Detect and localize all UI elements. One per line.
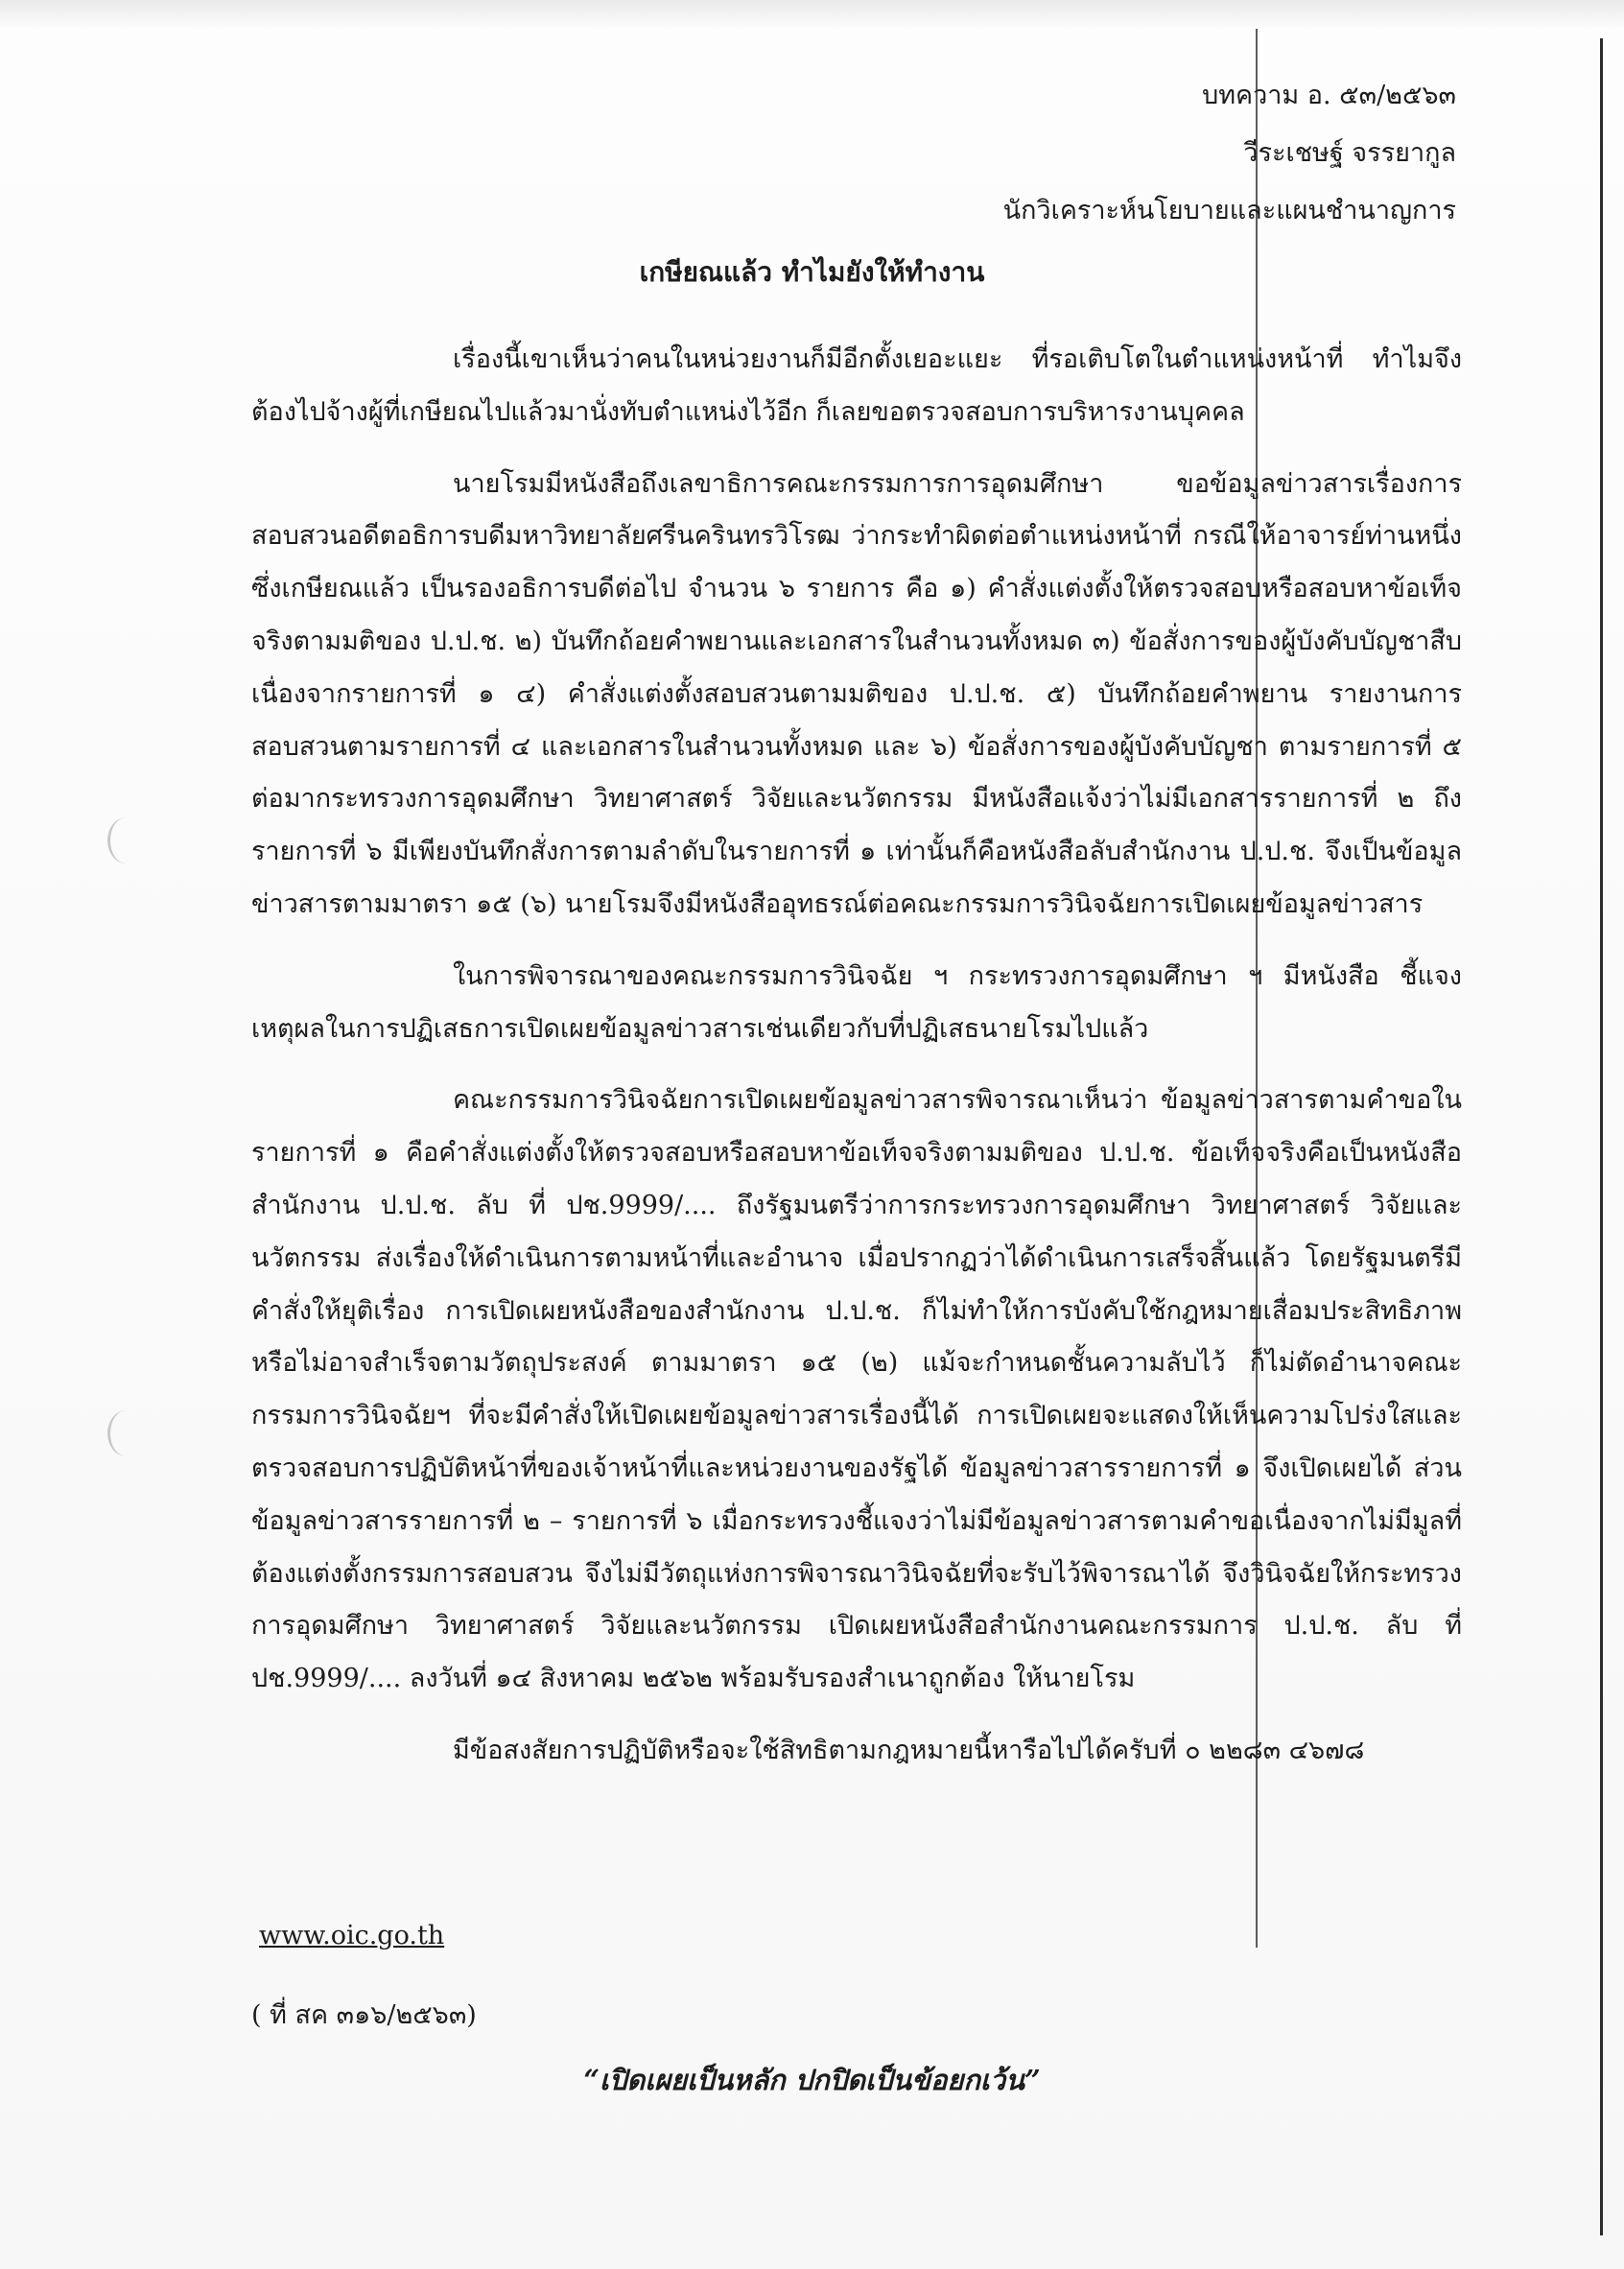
paragraph-contact: มีข้อสงสัยการปฏิบัติหรือจะใช้สิทธิตามกฎหมายนี้หารือไปได้ครับที่ ๐ ๒๒๘๓ ๔๖๗๘ [453,1735,1365,1765]
article-body [251,334,1462,1797]
paragraph-request: นายโรมมีหนังสือถึงเลขาธิการคณะกรรมการการอุดมศึกษา ขอข้อมูลข่าวสารเรื่องการสอบสวนอดีตอธิการบดีมหาวิทยาลัยศรีนครินทรวิโรฒ ว่ากระทำผิดต่อตำแหน่งหน้าที่ กรณีให้อาจารย์ท่านหนึ่งซึ่งเกษียณแล้ว เป็นรองอธิการบดีต่อไป จำนวน ๖ รายการ คือ ๑) คำสั่งแต่งตั้งให้ตรวจสอบหรือสอบหาข้อเท็จจริงตามมติของ ป.ป.ช. ๒) บันทึกถ้อยคำพยานและเอกสารในสำนวนทั้งหมด ๓) ข้อสั่งการของผู้บังคับบัญชาสืบเนื่องจากรายการที่ ๑ ๔) คำสั่งแต่งตั้งสอบสวนตามมติของ ป.ป.ช. ๕) บันทึกถ้อยคำพยาน รายงานการสอบสวนตามรายการที่ ๔ และเอกสารในสำนวนทั้งหมด และ ๖) ข้อสั่งการของผู้บังคับบัญชา ตามรายการที่ ๕ ต่อมากระทรวงการอุดมศึกษา วิทยาศาสตร์ วิจัยและนวัตกรรม มีหนังสือแจ้งว่าไม่มีเอกสารรายการที่ ๒ ถึงรายการที่ ๖ มีเพียงบันทึกสั่งการตามลำดับในรายการที่ ๑ เท่านั้นก็คือหนังสือลับสำนักงาน ป.ป.ช. จึงเป็นข้อมูลข่าวสารตามมาตรา ๑๕ (๖) นายโรมจึงมีหนังสืออุทธรณ์ต่อคณะกรรมการวินิจฉัยการเปิดเผยข้อมูลข่าวสาร [251,468,1462,919]
paragraph-decision: คณะกรรมการวินิจฉัยการเปิดเผยข้อมูลข่าวสารพิจารณาเห็นว่า ข้อมูลข่าวสารตามคำขอในรายการที่ ๑ คือคำสั่งแต่งตั้งให้ตรวจสอบหรือสอบหาข้อเท็จจริงตามมติของ ป.ป.ช. ข้อเท็จจริงคือเป็นหนังสือสำนักงาน ป.ป.ช. ลับ ที่ ปช.9999/.... ถึงรัฐมนตรีว่าการกระทรวงการอุดมศึกษา วิทยาศาสตร์ วิจัยและนวัตกรรม ส่งเรื่องให้ดำเนินการตามหน้าที่และอำนาจ เมื่อปรากฏว่าได้ดำเนินการเสร็จสิ้นแล้ว โดยรัฐมนตรีมีคำสั่งให้ยุติเรื่อง การเปิดเผยหนังสือของสำนักงาน ป.ป.ช. ก็ไม่ทำให้การบังคับใช้กฎหมายเสื่อมประสิทธิภาพหรือไม่อาจสำเร็จตามวัตถุประสงค์ ตามมาตรา ๑๕ (๒) แม้จะกำหนดชั้นความลับไว้ ก็ไม่ตัดอำนาจคณะกรรมการวินิจฉัยฯ ที่จะมีคำสั่งให้เปิดเผยข้อมูลข่าวสารเรื่องนี้ได้ การเปิดเผยจะแสดงให้เห็นความโปร่งใสและตรวจสอบการปฏิบัติหน้าที่ของเจ้าหน้าที่และหน่วยงานของรัฐได้ ข้อมูลข่าวสารรายการที่ ๑ จึงเปิดเผยได้ ส่วนข้อมูลข่าวสารรายการที่ ๒ – รายการที่ ๖ เมื่อกระทรวงชี้แจงว่าไม่มีข้อมูลข่าวสารตามคำขอเนื่องจากไม่มีมูลที่ต้องแต่งตั้งกรรมการสอบสวน จึงไม่มีวัตถุแห่งการพิจารณาวินิจฉัยที่จะรับไว้พิจารณาได้ จึงวินิจฉัยให้กระทรวงการอุดมศึกษา วิทยาศาสตร์ วิจัยและนวัตกรรม เปิดเผยหนังสือสำนักงานคณะกรรมการ ป.ป.ช. ลับ ที่ ปช.9999/.... ลงวันที่ ๑๔ สิงหาคม ๒๕๖๒ พร้อมรับรองสำเนาถูกต้อง ให้นายโรม [251,1085,1462,1694]
author-name: วีระเชษฐ์ จรรยากูล [1243,138,1456,168]
article-title: เกษียณแล้ว ทำไมยังให้ทำงาน [639,256,985,288]
document-number: บทความ อ. ๕๓/๒๕๖๓ [1202,81,1456,110]
punch-hole-bottom [107,1410,145,1456]
author-position: นักวิเคราะห์นโยบายและแผนชำนาญการ [1002,196,1456,225]
document-header [1003,67,1456,240]
paragraph-consideration: ในการพิจารณาของคณะกรรมการวินิจฉัย ฯ กระทรวงการอุดมศึกษา ฯ มีหนังสือ ชี้แจงเหตุผลในการปฏิเสธการเปิดเผยข้อมูลข่าวสารเช่นเดียวกับที่ปฏิเสธนายโรมไปแล้ว [251,960,1462,1044]
punch-hole-top [107,817,145,863]
reference-number: ( ที่ สค ๓๑๖/๒๕๖๓) [251,2000,477,2030]
scan-top-shadow [0,0,1624,29]
website-link[interactable]: www.oic.go.th [259,1921,445,1950]
slogan: “เปิดเผยเป็นหลัก ปกปิดเป็นข้อยกเว้น” [583,2064,1041,2096]
page-right-edge [1600,38,1603,2235]
paragraph-intro: เรื่องนี้เขาเห็นว่าคนในหน่วยงานก็มีอีกตั้งเยอะแยะ ที่รอเติบโตในตำแหน่งหน้าที่ ทำไมจึงต้องไปจ้างผู้ที่เกษียณไปแล้วมานั่งทับตำแหน่งไว้อีก ก็เลยขอตรวจสอบการบริหารงานบุคคล [251,344,1462,427]
